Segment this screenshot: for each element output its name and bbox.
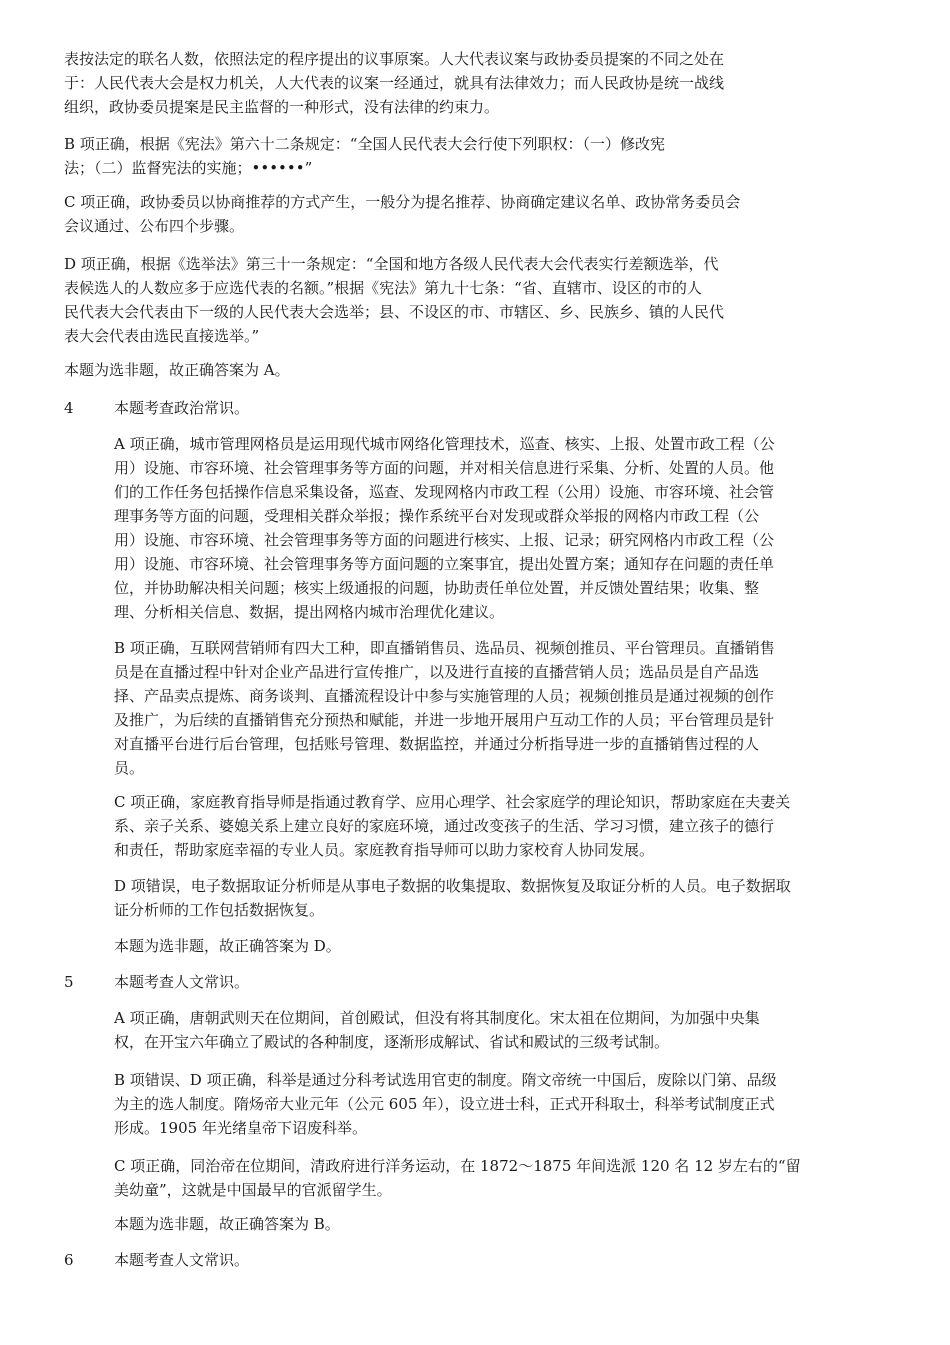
q4-option-b: B 项正确，互联网营销师有四大工种，即直播销售员、选品员、视频创推员、平台管理员。直播销售 员是在直播过程中针对企业产品进行宣传推广，以及进行直接的直播营销人员；选品员是自产品选 择、产品卖点提炼、商务谈判、直播流程设计中参与实施管理的人员；视频创推员是通过视频的创作 及推广，为后续的直播销售充分预热和赋能，并进一步地开展用户互动工作的人员；平台管理员是针 对直播平台进行后台管理，包括账号管理、数据监控，并通过分析指导进一步的直播销售过程的人 员。 (114, 639, 775, 777)
intro-paragraph-1: 表按法定的联名人数，依照法定的程序提出的议事原案。人大代表议案与政协委员提案的不同之处在 于：人民代表大会是权力机关，人大代表的议案一经通过，就具有法律效力；而人民政协是统一战线 组织，政协委员提案是民主监督的一种形式，没有法律的约束力。 (64, 50, 725, 116)
question-number-5: 5 (64, 973, 74, 991)
intro-paragraph-option-c: C 项正确，政协委员以协商推荐的方式产生，一般分为提名推荐、协商确定建议名单、政协常务委员会 会议通过、公布四个步骤。 (64, 193, 741, 235)
q4-option-a: A 项正确，城市管理网格员是运用现代城市网络化管理技术，巡查、核实、上报、处置市政工程（公 用）设施、市容环境、社会管理事务等方面的问题，并对相关信息进行采集、分析、处置的人员。他 们的工作任务包括操作信息采集设备，巡查、发现网格内市政工程（公用）设施、市容环境、社会管 理事务等方面的问题，受理相关群众举报；操作系统平台对发现或群众举报的网格内市政工程（公 用）设施、市容环境、社会管理事务等方面的问题进行核实、上报、记录；研究网格内市政工程（公 用）设施、市容环境、社会管理事务等方面问题的立案事宜，提出处置方案；通知存在问题的责任单 位，并协助解决相关问题；核实上级通报的问题，协助责任单位处置，并反馈处置结果；收集、整 理、分析相关信息、数据，提出网格内城市治理优化建议。 (114, 435, 775, 621)
question-number-4: 4 (64, 399, 74, 417)
q5-option-b-d: B 项错误、D 项正确，科举是通过分科考试选用官吏的制度。隋文帝统一中国后，废除以门第、品级 为主的选人制度。隋炀帝大业元年（公元 605 年），设立进士科，正式开科取士，科举考试制度正式 形成。1905 年光绪皇帝下诏废科举。 (114, 1071, 777, 1137)
intro-answer: 本题为选非题，故正确答案为 A。 (64, 361, 290, 379)
q4-answer: 本题为选非题，故正确答案为 D。 (114, 937, 341, 955)
question-number-6: 6 (64, 1251, 74, 1269)
question-4-topic: 本题考查政治常识。 (114, 399, 250, 417)
question-6-topic: 本题考查人文常识。 (114, 1251, 250, 1269)
question-5-topic: 本题考查人文常识。 (114, 973, 250, 991)
intro-paragraph-option-b: B 项正确，根据《宪法》第六十二条规定：“全国人民代表大会行使下列职权：（一）修改宪 法；（二）监督宪法的实施；••••••” (64, 135, 665, 177)
q5-option-c: C 项正确，同治帝在位期间，清政府进行洋务运动，在 1872～1875 年间选派 120 名 12 岁左右的“留 美幼童”，这就是中国最早的官派留学生。 (114, 1157, 801, 1199)
q4-option-d: D 项错误，电子数据取证分析师是从事电子数据的收集提取、数据恢复及取证分析的人员。电子数据取 证分析师的工作包括数据恢复。 (114, 877, 791, 919)
intro-paragraph-option-d: D 项正确，根据《选举法》第三十一条规定：“全国和地方各级人民代表大会代表实行差额选举，代 表候选人的人数应多于应选代表的名额。”根据《宪法》第九十七条：“省、直辖市、设区的市的人 民代表大会代表由下一级的人民代表大会选举；县、不设区的市、市辖区、乡、民族乡、镇的人民代 表大会代表由选民直接选举。” (64, 255, 725, 345)
q4-option-c: C 项正确，家庭教育指导师是指通过教育学、应用心理学、社会家庭学的理论知识，帮助家庭在夫妻关 系、亲子关系、婆媳关系上建立良好的家庭环境，通过改变孩子的生活、学习习惯，建立孩子的德行 和责任，帮助家庭幸福的专业人员。家庭教育指导师可以助力家校育人协同发展。 (114, 793, 791, 859)
q5-option-a: A 项正确，唐朝武则天在位期间，首创殿试，但没有将其制度化。宋太祖在位期间，为加强中央集 权，在开宝六年确立了殿试的各种制度，逐渐形成解试、省试和殿试的三级考试制。 (114, 1009, 760, 1051)
q5-answer: 本题为选非题，故正确答案为 B。 (114, 1215, 340, 1233)
